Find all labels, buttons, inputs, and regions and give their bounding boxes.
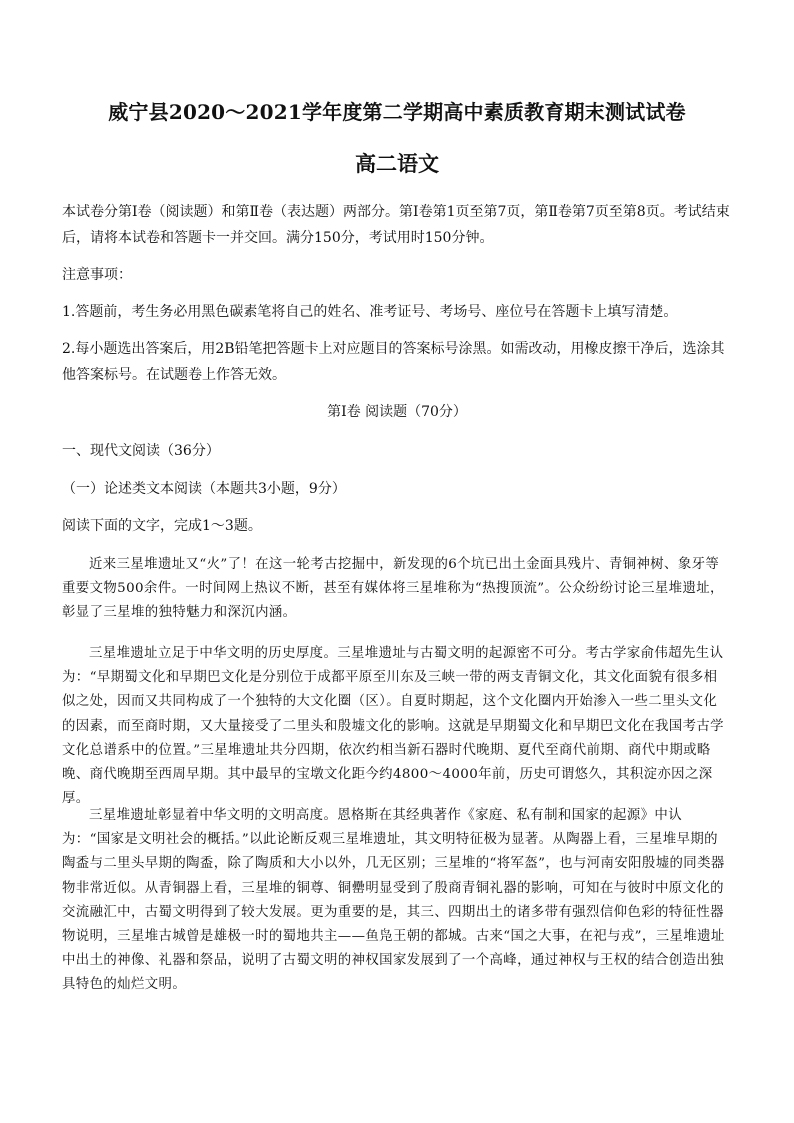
- notice-label: 注意事项：: [62, 267, 132, 283]
- subject-title: 高二语文: [355, 151, 439, 176]
- passage-paragraph: 近来三星堆遗址又“火”了！在这一轮考古挖掘中，新发现的6个坑已出土金面具残片、青铜神树、象牙等重要文物500余件。一时间网上热议不断，甚至有媒体将三星堆称为“热搜顶流”。公众纷纷讨论三星堆遗址，彰显了三星堆的独特魅力和深沉内涵。: [62, 557, 724, 621]
- reading-prompt: 阅读下面的文字，完成1～3题。: [62, 518, 262, 534]
- exam-intro: 本试卷分第Ⅰ卷（阅读题）和第Ⅱ卷（表达题）两部分。第Ⅰ卷第1页至第7页，第Ⅱ卷第7页至第8页。考试结束后，请将本试卷和答题卡一并交回。满分150分，考试用时150分钟。: [62, 204, 730, 246]
- section-title: 第Ⅰ卷 阅读题（70分）: [327, 404, 467, 420]
- sub-part-heading: （一）论述类文本阅读（本题共3小题，9分）: [62, 481, 346, 497]
- passage-paragraph: 三星堆遗址立足于中华文明的历史厚度。三星堆遗址与古蜀文明的起源密不可分。考古学家俞伟超先生认为：“早期蜀文化和早期巴文化是分别位于成都平原至川东及三峡一带的两支青铜文化，其文化面貌有很多相似之处，因而又共同构成了一个独特的大文化圈（区）。自夏时期起，这个文化圈内开始渗入一些二里头文化的因素，而至商时期，又大量接受了二里头和殷墟文化的影响。这就是早期蜀文化和早期巴文化在我国考古学文化总谱系中的位置。”三星堆遗址共分四期，依次约相当新石器时代晚期、夏代至商代前期、商代中期或略晚、商代晚期至西周早期。其中最早的宝墩文化距今约4800～4000年前，历史可谓悠久，其积淀亦因之深厚。: [62, 646, 724, 807]
- part-heading: 一、现代文阅读（36分）: [62, 443, 220, 459]
- page-title: 威宁县2020～2021学年度第二学期高中素质教育期末测试试卷: [108, 100, 686, 124]
- notice-item: 1.答题前，考生务必用黑色碳素笔将自己的姓名、准考证号、考场号、座位号在答题卡上填写清楚。: [62, 304, 678, 320]
- passage-paragraph: 三星堆遗址彰显着中华文明的文明高度。恩格斯在其经典著作《家庭、私有制和国家的起源》中认为：“国家是文明社会的概括。”以此论断反观三星堆遗址，其文明特征极为显著。从陶器上看，三星堆早期的陶盉与二里头早期的陶盉，除了陶质和大小以外，几无区别；三星堆的“将军盔”，也与河南安阳殷墟的同类器物非常近似。从青铜器上看，三星堆的铜尊、铜罍明显受到了殷商青铜礼器的影响，可知在与彼时中原文化的交流融汇中，古蜀文明得到了较大发展。更为重要的是，其三、四期出土的诸多带有强烈信仰色彩的特征性器物说明，三星堆古城曾是雄极一时的蜀地共主——鱼凫王朝的都城。古来“国之大事，在祀与戎”，三星堆遗址中出土的神像、礼器和祭品，说明了古蜀文明的神权国家发展到了一个高峰，通过神权与王权的结合创造出独具特色的灿烂文明。: [62, 808, 725, 993]
- notice-item: 2.每小题选出答案后，用2B铅笔把答题卡上对应题目的答案标号涂黑。如需改动，用橡皮擦干净后，选涂其他答案标号。在试题卷上作答无效。: [62, 341, 725, 383]
